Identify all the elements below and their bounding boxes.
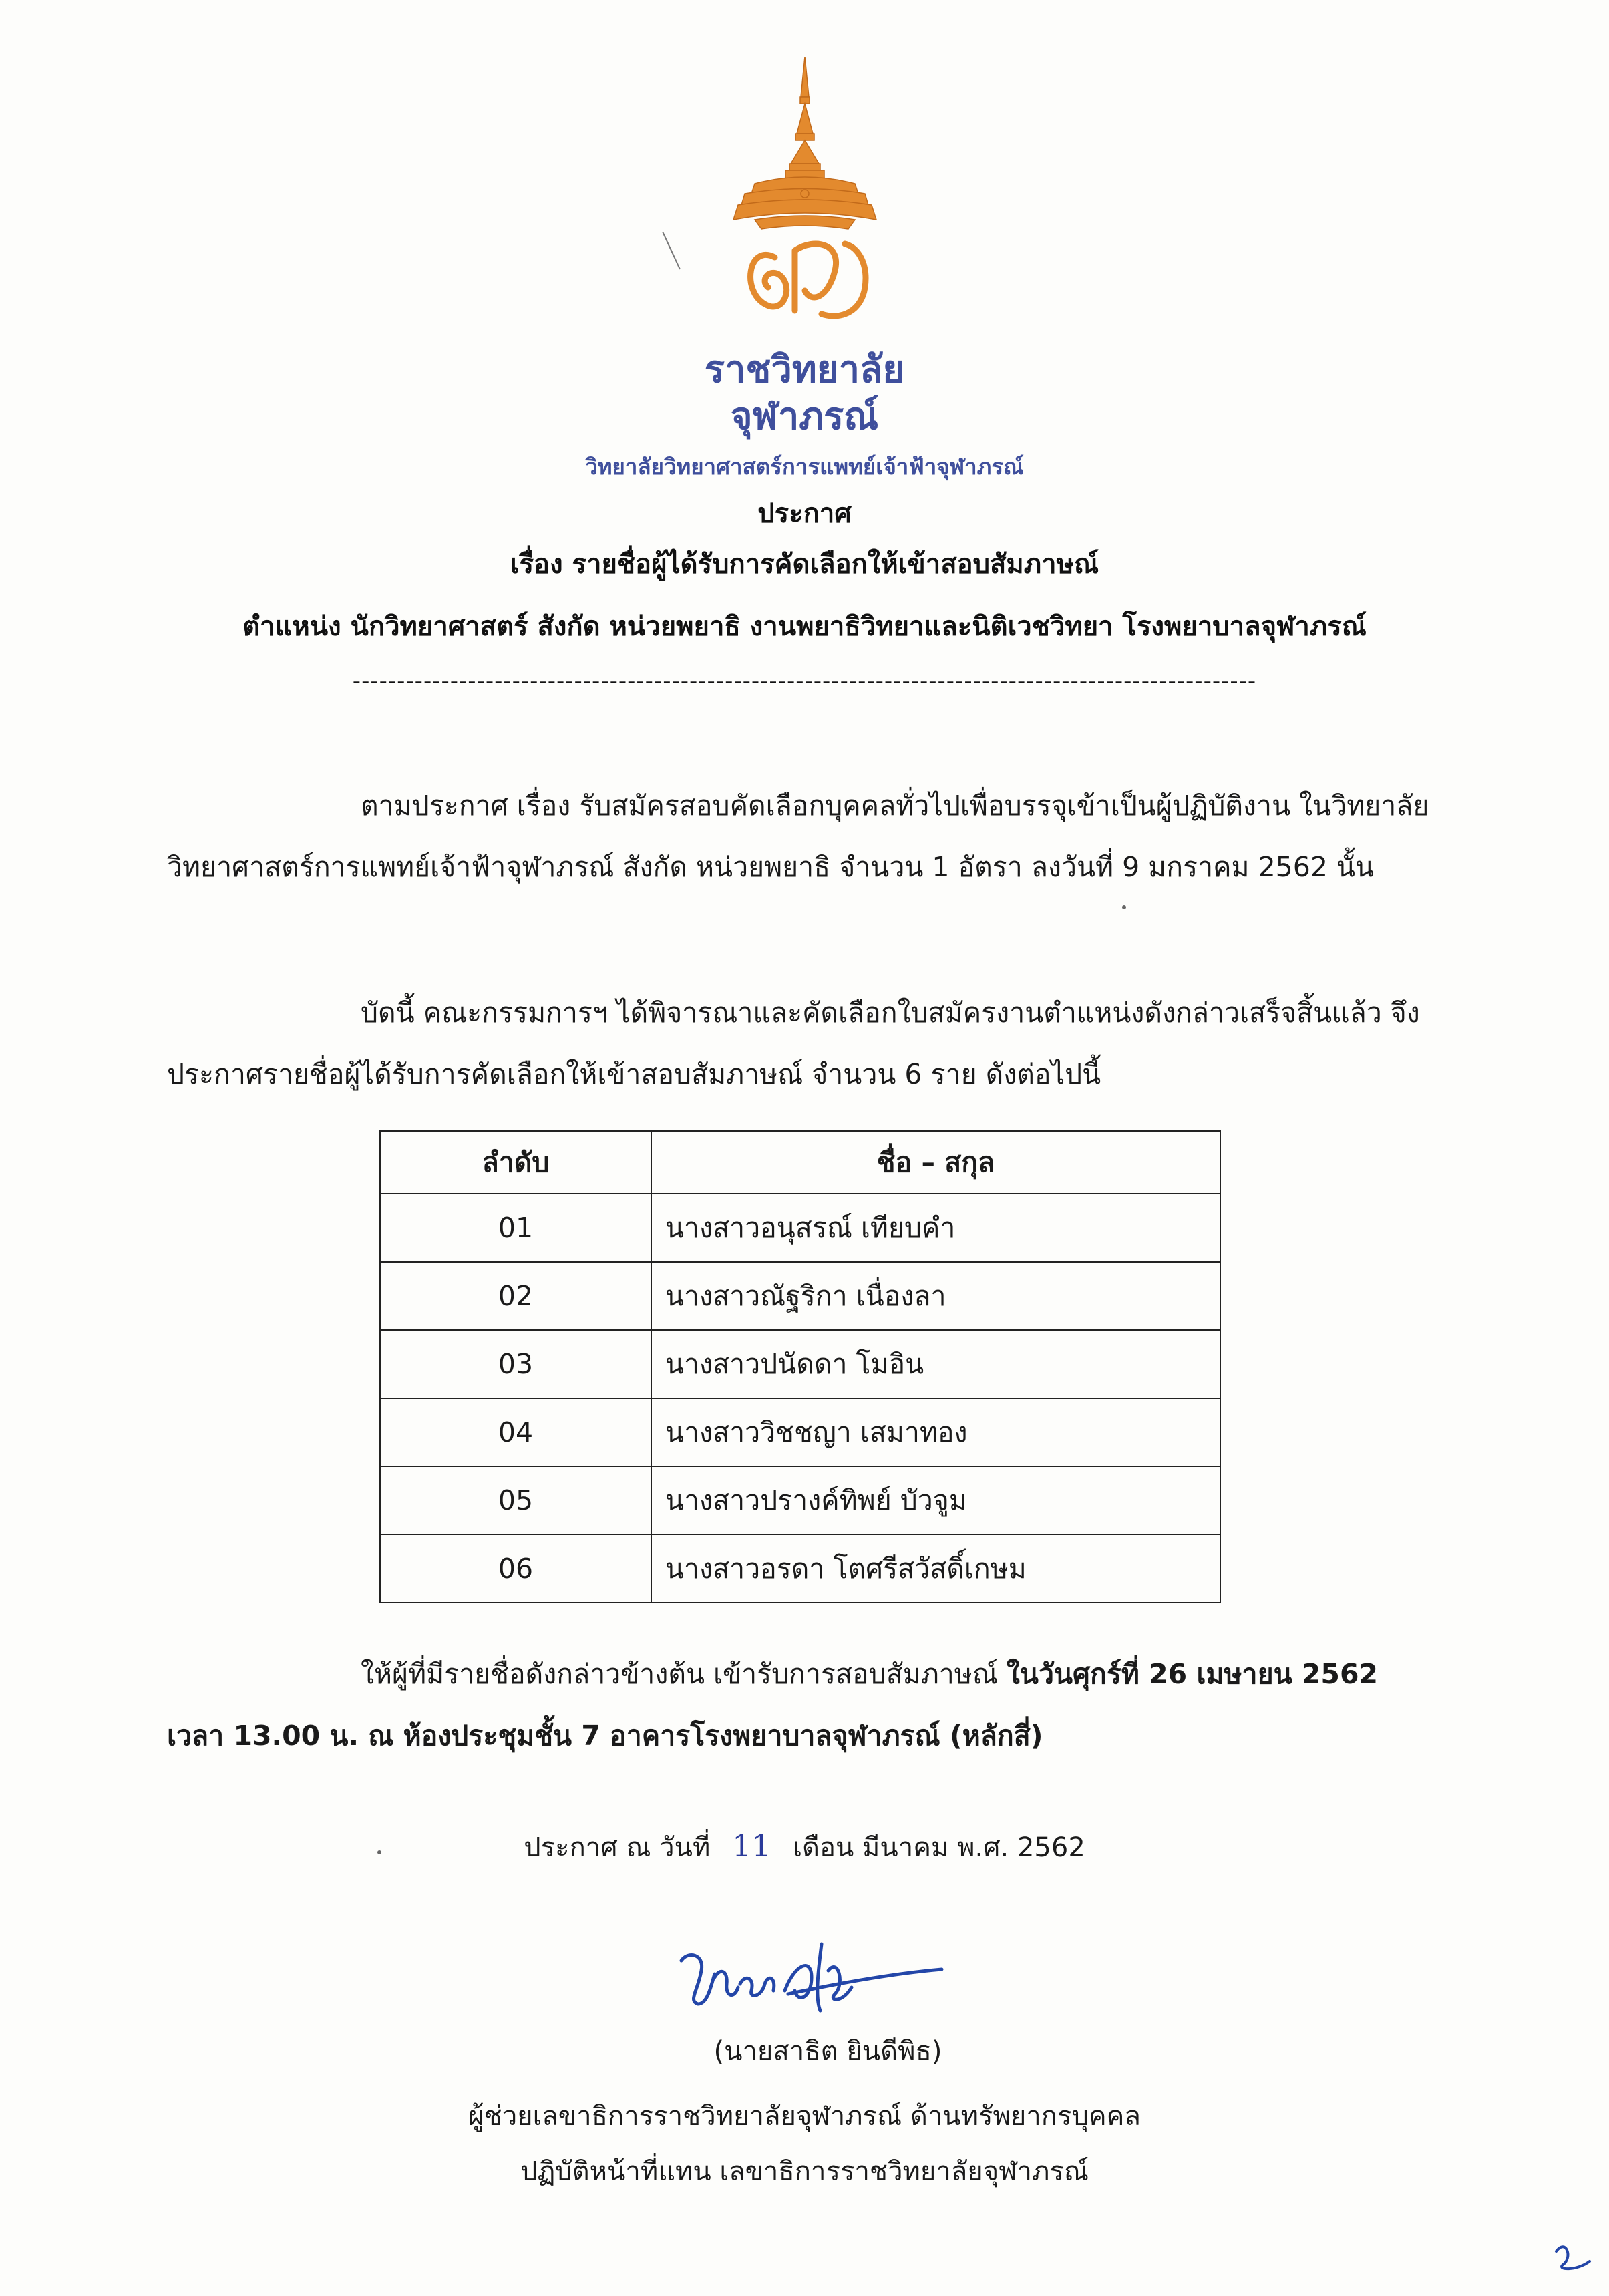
row-number: 03 [380,1330,651,1398]
paragraph-interview-text: ให้ผู้ที่มีรายชื่อดังกล่าวข้างต้น เข้ารับการสอบสัมภาษณ์ [361,1658,1007,1690]
paragraph-selection-text: บัดนี้ คณะกรรมการฯ ได้พิจารณาและคัดเลือกใบสมัครงานตำแหน่งดังกล่าวเสร็จสิ้นแล้ว จึงประกาศรายชื่อผู้ได้รับการคัดเลือกให้เข้าสอบสัมภาษณ์ จำนวน 6 ราย ดังต่อไปนี้ [167,997,1420,1090]
announcement-date [0,1826,1609,1868]
signature-icon [668,1937,948,2024]
college-name: วิทยาลัยวิทยาศาสตร์การแพทย์เจ้าฟ้าจุฬาภรณ์ [585,454,1024,480]
paragraph-reference-text: ตามประกาศ เรื่อง รับสมัครสอบคัดเลือกบุคคลทั่วไปเพื่อบรรจุเข้าเป็นผู้ปฏิบัติงาน ในวิทยาลัยวิทยาศาสตร์การแพทย์เจ้าฟ้าจุฬาภรณ์ สังกัด หน่วยพยาธิ จำนวน 1 อัตรา ลงวันที่ 9 มกราคม 2562 นั้น [167,790,1429,883]
interview-schedule: ในวันศุกร์ที่ 26 เมษายน 2562 เวลา 13.00 น. ณ ห้องประชุมชั้น 7 อาคารโรงพยาบาลจุฬาภรณ์ (หลักสี่) [167,1658,1379,1752]
date-day: 11 [732,1828,771,1864]
org-name-line1: ราชวิทยาลัย [704,348,905,391]
scan-speck-icon [1122,905,1126,909]
row-number: 04 [380,1398,651,1466]
scan-speck-icon [377,1850,381,1854]
row-name: นางสาวอนุสรณ์ เทียบคำ [651,1194,1220,1262]
row-number: 05 [380,1466,651,1534]
row-name: นางสาวณัฐริกา เนื่องลา [651,1262,1220,1330]
table-row [380,1194,1220,1262]
divider-line: ------------------------------------------------------------------------------------------------------ [352,668,1257,695]
row-number: 02 [380,1262,651,1330]
announcement-heading: ประกาศ [757,498,852,529]
date-suffix: เดือน มีนาคม พ.ศ. 2562 [793,1832,1085,1863]
column-header-name: ชื่อ – สกุล [651,1131,1220,1194]
row-name: นางสาววิชชญา เสมาทอง [651,1398,1220,1466]
org-name-line2: จุฬาภรณ์ [730,395,879,438]
row-name: นางสาวปนัดดา โมอิน [651,1330,1220,1398]
table-row [380,1534,1220,1603]
candidate-table [379,1130,1221,1603]
table-row [380,1330,1220,1398]
announcement-subject: เรื่อง รายชื่อผู้ได้รับการคัดเลือกให้เข้าสอบสัมภาษณ์ [510,549,1099,580]
table-header-row [380,1131,1220,1194]
table-row [380,1262,1220,1330]
date-prefix: ประกาศ ณ วันที่ [524,1832,711,1863]
row-number: 01 [380,1194,651,1262]
scan-mark-icon [661,230,681,271]
signer-name: (นายสาธิต ยินดีพิธ) [713,2036,942,2067]
table-row [380,1398,1220,1466]
row-name: นางสาวอรดา โตศรีสวัสดิ์เกษม [651,1534,1220,1603]
paragraph-reference [167,775,1429,898]
royal-college-emblem-icon [728,57,882,331]
table-row [380,1466,1220,1534]
position-line: ตำแหน่ง นักวิทยาศาสตร์ สังกัด หน่วยพยาธิ งานพยาธิวิทยาและนิติเวชวิทยา โรงพยาบาลจุฬาภรณ์ [242,611,1367,642]
column-header-order: ลำดับ [380,1131,651,1194]
row-name: นางสาวปรางค์ทิพย์ บัวจูม [651,1466,1220,1534]
signer-acting-title: ปฏิบัติหน้าที่แทน เลขาธิการราชวิทยาลัยจุฬาภรณ์ [520,2156,1089,2187]
paragraph-selection [167,982,1429,1105]
paragraph-interview [167,1643,1429,1766]
row-number: 06 [380,1534,651,1603]
signer-title: ผู้ช่วยเลขาธิการราชวิทยาลัยจุฬาภรณ์ ด้านทรัพยากรบุคคล [468,2101,1141,2132]
handwritten-mark-icon [1543,2231,1596,2278]
